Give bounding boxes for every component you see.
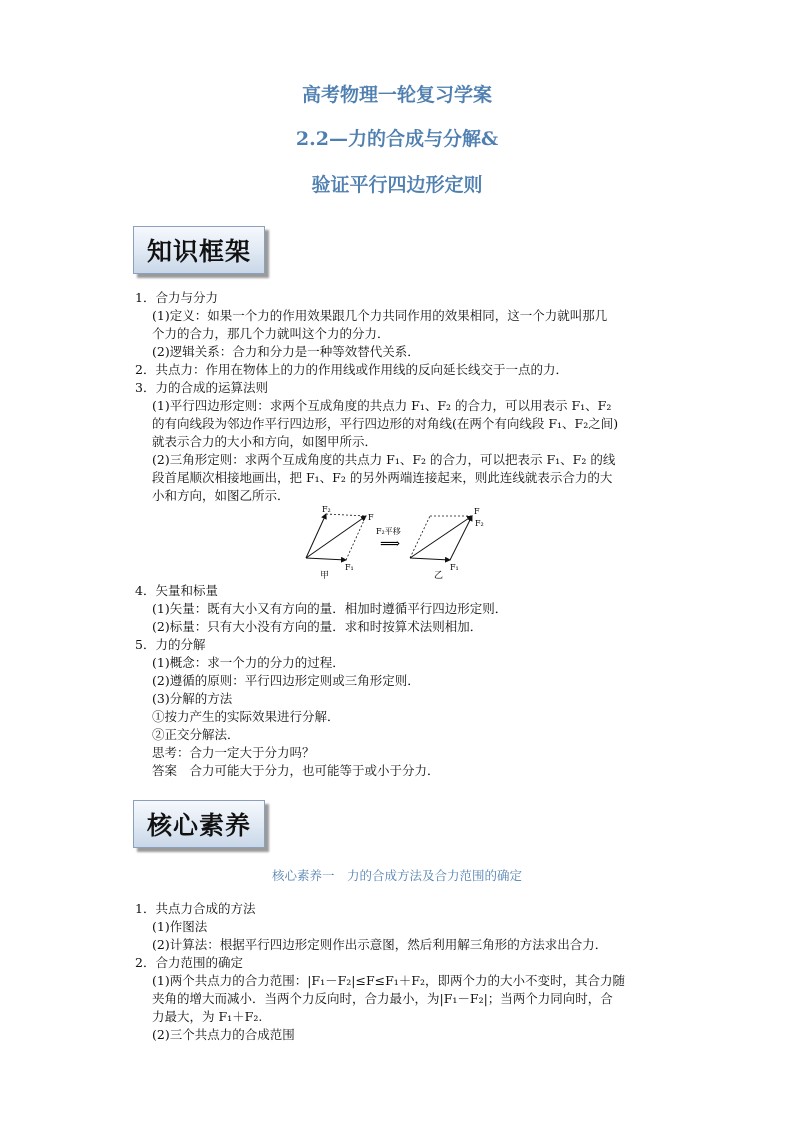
knowledge-line: 就表示合力的大小和方向，如图甲所示． xyxy=(152,434,378,449)
f2-label: F₂ xyxy=(322,505,331,514)
knowledge-line: (2)三角形定则：求两个互成角度的共点力 F₁、F₂ 的合力，可以把表示 F₁、F₂ 的线 xyxy=(152,452,616,467)
knowledge-line: 小和方向，如图乙所示． xyxy=(152,488,290,503)
f-label: F xyxy=(474,507,480,516)
section-banner-core: 核心素养 xyxy=(133,800,265,848)
core-line: (2)计算法：根据平行四边形定则作出示意图，然后利用解三角形的方法求出合力． xyxy=(152,937,608,952)
knowledge-line: 5．力的分解 xyxy=(135,637,206,652)
core-line: 力最大，为 F₁＋F₂. xyxy=(152,1009,263,1024)
knowledge-line: (2)标量：只有大小没有方向的量．求和时按算术法则相加． xyxy=(152,619,483,634)
knowledge-line: ①按力产生的实际效果进行分解． xyxy=(152,709,340,724)
knowledge-line: 个力的合力，那几个力就叫这个力的分力． xyxy=(152,326,390,341)
triangle-diagram xyxy=(410,507,484,581)
caption-left: 甲 xyxy=(320,571,330,581)
core-line: 1．共点力合成的方法 xyxy=(135,901,256,916)
core-line: (1)两个共点力的合力范围：|F₁－F₂|≤F≤F₁＋F₂，即两个力的大小不变时，其合力随 xyxy=(152,973,625,988)
f1-vector xyxy=(410,558,450,560)
doc-subtitle-topic: 验证平行四边形定则 xyxy=(311,174,483,196)
knowledge-line: 4．矢量和标量 xyxy=(135,583,218,598)
knowledge-line: (1)定义：如果一个力的作用效果跟几个力共同作用的效果相同，这一个力就叫那几 xyxy=(152,308,608,323)
f-label: F xyxy=(368,513,374,522)
knowledge-line: (2)遵循的原则：平行四边形定则或三角形定则． xyxy=(152,673,420,688)
doc-title: 高考物理一轮复习学案 xyxy=(301,84,492,106)
double-arrow-icon: ⟹ xyxy=(380,536,401,552)
f1-vector xyxy=(306,558,346,560)
knowledge-line: (1)矢量：既有大小又有方向的量．相加时遵循平行四边形定则． xyxy=(152,601,508,616)
f1-label: F₁ xyxy=(345,563,354,572)
knowledge-line: 的有向线段为邻边作平行四边形，平行四边形的对角线(在两个有向线段 F₁、F₂之间) xyxy=(152,416,619,431)
doc-subtitle-section: 2.2—力的合成与分解& xyxy=(295,128,499,150)
core-line: 夹角的增大而减小．当两个力反向时，合力最小，为|F₁－F₂|；当两个力同向时，合 xyxy=(152,991,613,1006)
translate-label: F₂平移 xyxy=(376,527,401,536)
parallelogram-diagram xyxy=(306,505,374,581)
knowledge-line: 1．合力与分力 xyxy=(135,290,218,305)
f2-label: F₂ xyxy=(475,519,484,528)
force-composition-figure xyxy=(298,500,498,582)
core-line: 2．合力范围的确定 xyxy=(135,955,243,970)
resultant-vector xyxy=(410,516,472,558)
caption-right: 乙 xyxy=(434,571,444,581)
knowledge-line: (1)平行四边形定则：求两个互成角度的共点力 F₁、F₂ 的合力，可以用表示 F₁、F₂ xyxy=(152,398,612,413)
knowledge-line: ②正交分解法． xyxy=(152,727,240,742)
core-line: (2)三个共点力的合成范围 xyxy=(152,1027,295,1042)
knowledge-line: 思考：合力一定大于分力吗？ xyxy=(152,745,315,760)
section-banner-knowledge: 知识框架 xyxy=(133,226,265,274)
f2-vector-translated xyxy=(450,516,472,560)
knowledge-line: 3．力的合成的运算法则 xyxy=(135,380,268,395)
core-line: (1)作图法 xyxy=(152,919,208,934)
knowledge-line: (2)逻辑关系：合力和分力是一种等效替代关系． xyxy=(152,344,420,359)
knowledge-line: 2．共点力：作用在物体上的力的作用线或作用线的反向延长线交于一点的力． xyxy=(135,362,568,377)
knowledge-line: (1)概念：求一个力的分力的过程． xyxy=(152,655,345,670)
dashed-edge xyxy=(326,514,366,516)
f1-label: F₁ xyxy=(450,563,459,572)
knowledge-line: 答案 合力可能大于分力，也可能等于或小于分力． xyxy=(152,763,440,778)
core-subtitle: 核心素养一 力的合成方法及合力范围的确定 xyxy=(271,868,522,883)
knowledge-line: (3)分解的方法 xyxy=(152,691,233,706)
knowledge-line: 段首尾顺次相接地画出，把 F₁、F₂ 的另外两端连接起来，则此连线就表示合力的大 xyxy=(152,470,613,485)
